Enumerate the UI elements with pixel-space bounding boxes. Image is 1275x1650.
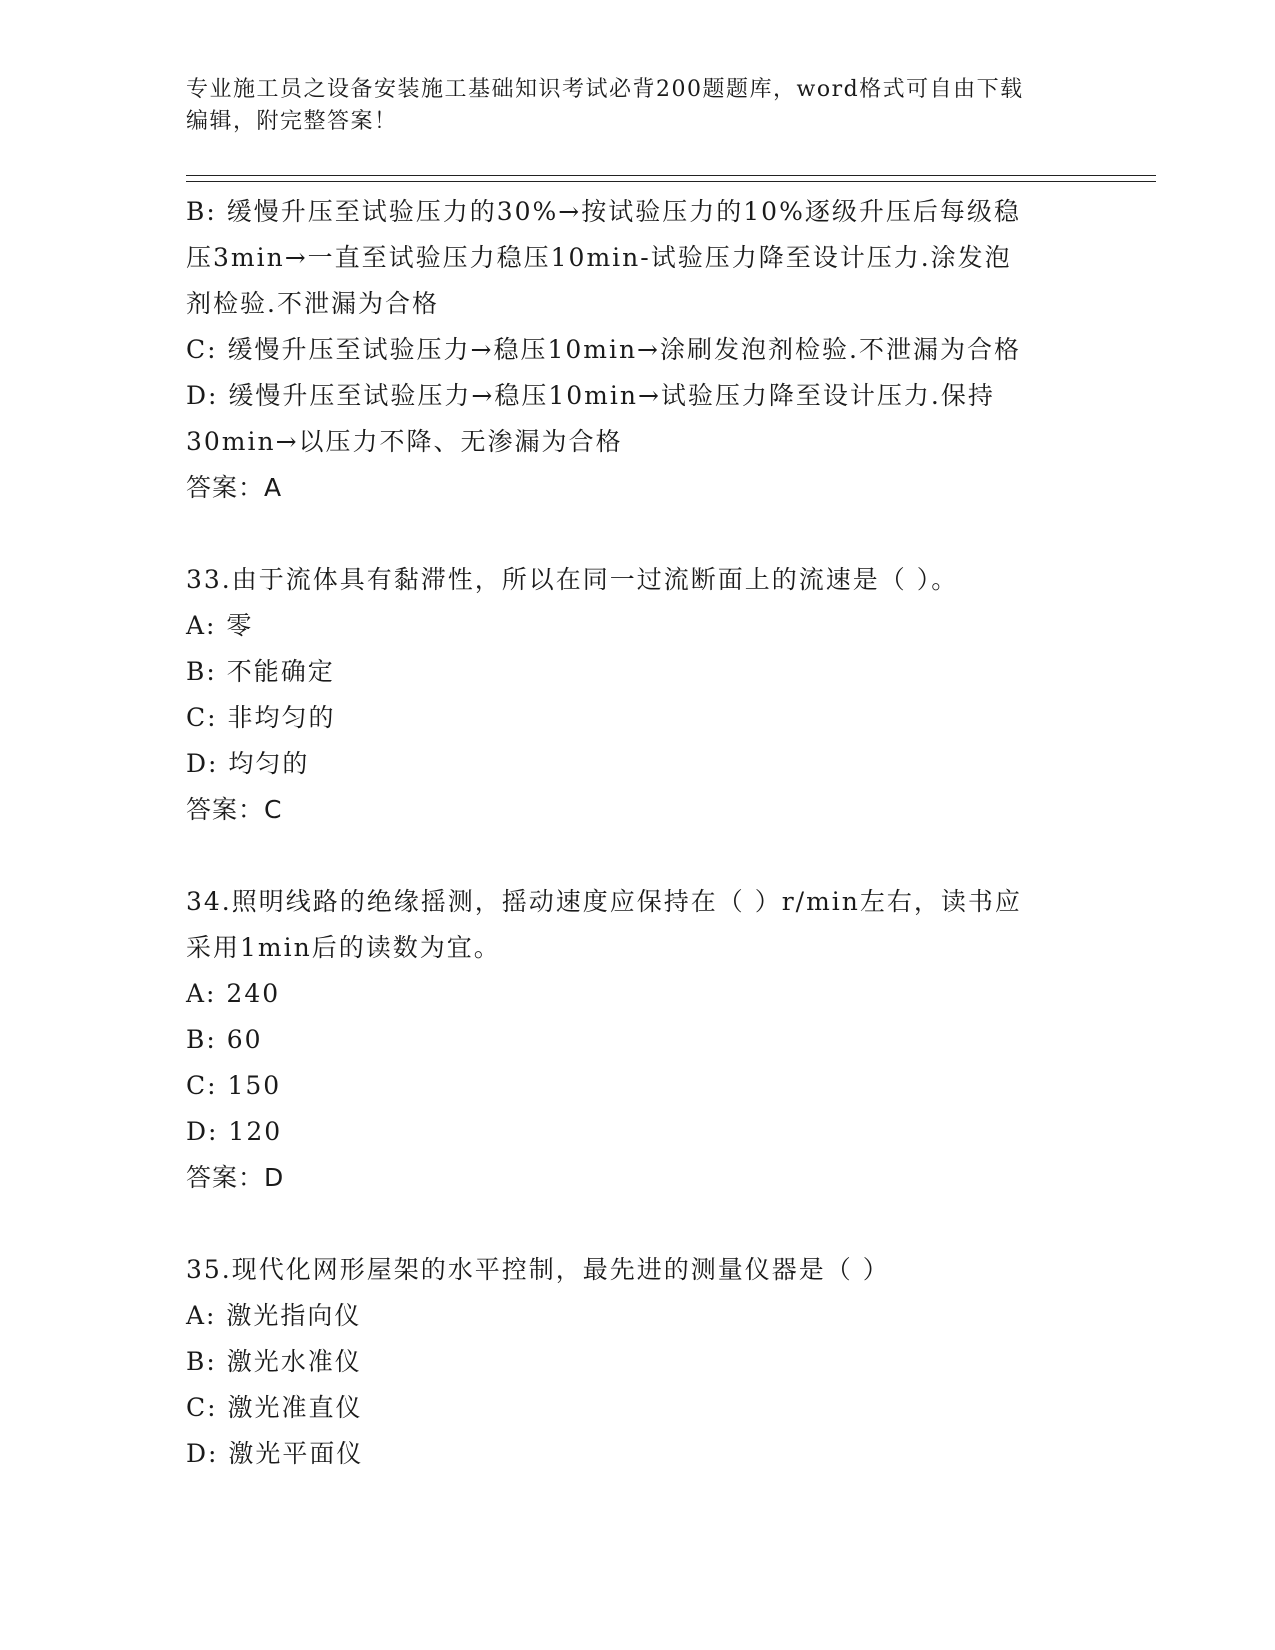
spacer <box>186 1201 1086 1247</box>
option-a: A: 240 <box>186 979 281 1008</box>
spacer <box>186 833 1086 879</box>
option-d-line-1: D: 缓慢升压至试验压力→稳压10min→试验压力降至设计压力.保持 <box>186 381 995 410</box>
spacer <box>186 511 1086 557</box>
option-d-line-2: 30min→以压力不降、无渗漏为合格 <box>186 427 623 456</box>
header-line-2: 编辑，附完整答案！ <box>186 109 398 134</box>
option-c: C: 非均匀的 <box>186 703 336 732</box>
option-d: D: 120 <box>186 1117 283 1146</box>
question-content <box>186 189 1086 1477</box>
question-stem: 33.由于流体具有黏滞性，所以在同一过流断面上的流速是（ ）。 <box>186 565 959 594</box>
question-block-35 <box>186 1247 1086 1477</box>
question-stem: 35.现代化网形屋架的水平控制，最先进的测量仪器是（ ） <box>186 1255 890 1284</box>
option-b: B: 60 <box>186 1025 263 1054</box>
option-d: D: 均匀的 <box>186 749 310 778</box>
question-block-33 <box>186 557 1086 833</box>
option-b: B: 激光水准仪 <box>186 1347 362 1376</box>
option-a: A: 激光指向仪 <box>186 1301 362 1330</box>
option-b-line-3: 剂检验.不泄漏为合格 <box>186 289 439 318</box>
answer-label: 答案：D <box>186 1163 285 1192</box>
answer-label: 答案：A <box>186 473 283 502</box>
header-divider-top <box>186 175 1156 176</box>
document-header <box>186 74 1076 138</box>
option-b-line-1: B: 缓慢升压至试验压力的30%→按试验压力的10%逐级升压后每级稳 <box>186 197 1021 226</box>
option-c: C: 缓慢升压至试验压力→稳压10min→涂刷发泡剂检验.不泄漏为合格 <box>186 335 1021 364</box>
question-block-32 <box>186 189 1086 511</box>
option-b: B: 不能确定 <box>186 657 335 686</box>
header-line-1: 专业施工员之设备安装施工基础知识考试必背200题题库，word格式可自由下载 <box>186 77 1024 102</box>
option-a: A: 零 <box>186 611 254 640</box>
header-divider-bottom <box>186 181 1156 182</box>
question-stem-line-2: 采用1min后的读数为宜。 <box>186 933 501 962</box>
option-c: C: 150 <box>186 1071 282 1100</box>
question-stem-line-1: 34.照明线路的绝缘摇测，摇动速度应保持在（ ）r/min左右，读书应 <box>186 887 1022 916</box>
answer-label: 答案：C <box>186 795 283 824</box>
option-b-line-2: 压3min→一直至试验压力稳压10min-试验压力降至设计压力.涂发泡 <box>186 243 1012 272</box>
question-block-34 <box>186 879 1086 1201</box>
option-c: C: 激光准直仪 <box>186 1393 363 1422</box>
option-d: D: 激光平面仪 <box>186 1439 364 1468</box>
